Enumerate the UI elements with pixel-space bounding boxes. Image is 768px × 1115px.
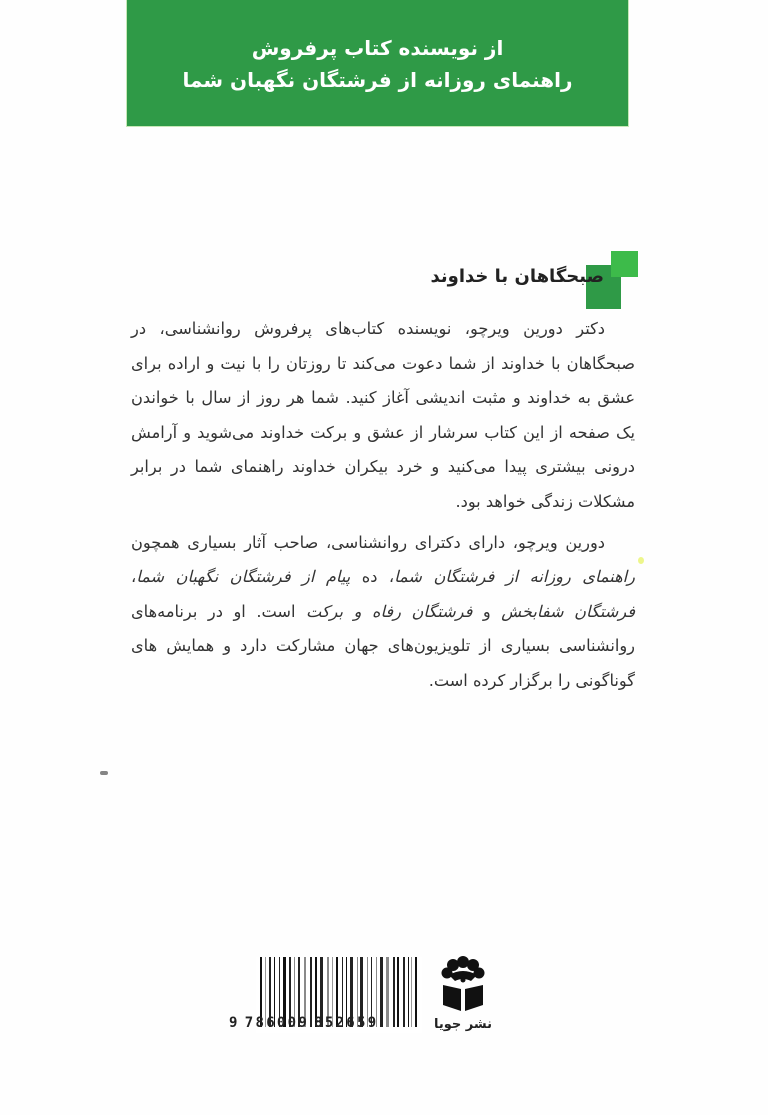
isbn-group-1: 786009 [244,1015,310,1031]
p2-text: ، [131,567,137,587]
book-title: پیام از فرشتگان نگهبان شما [136,567,351,587]
banner-line-2: راهنمای روزانه از فرشتگان نگهبان شما [182,68,573,92]
section-title: صبحگاهان با خداوند [430,266,604,287]
isbn-barcode [229,957,422,1033]
book-title: راهنمای روزانه از فرشتگان شما [394,567,635,587]
isbn-group-2: 852659 [314,1015,379,1031]
publisher-name: نشر جویا [433,1017,492,1032]
isbn-number [229,1015,425,1031]
print-dot [638,557,644,564]
p2-text: و [472,601,502,621]
book-title: فرشتگان رفاه و برکت [306,601,473,621]
p2-text: است. او در برنامه‌های روانشناسی بسیاری از تلویزیون‌های جهان مشارکت دارد و همایش های گوناگونی را برگزار کرده است. [131,601,635,690]
isbn-lead-digit: 9 [229,1015,240,1031]
publisher-block [433,955,492,1037]
paragraph-1: دکتر دورین ویرچو، نویسنده کتاب‌های پرفروش روانشناسی، در صبحگاهان با خداوند از شما دعوت می‌کند تا روزتان را با نیت و اراده برای عشق به خداوند و مثبت اندیشی آغاز کنید. شما هر روز از سال با خواندن یک صفحه از این کتاب سرشار از عشق و برکت خداوند می‌شوید و آرامش درونی بیشتری پیدا می‌کنید و خرد بیکران خداوند راهنمای شما در برابر مشکلات زندگی خواهد بود. [131,319,635,511]
p2-text: دورین ویرچو، دارای دکترای روانشناسی، صاحب آثار بسیاری همچون [131,532,605,552]
book-title: فرشتگان شفابخش [501,601,636,621]
description-text [131,312,635,699]
print-mark [100,771,108,775]
banner-line-1: از نویسنده کتاب پرفروش [251,36,504,60]
book-flower-logo-icon [439,955,487,1013]
p2-text: ، ده [350,567,395,587]
top-banner [127,0,628,126]
small-square [611,251,638,277]
paragraph-2 [131,526,635,699]
